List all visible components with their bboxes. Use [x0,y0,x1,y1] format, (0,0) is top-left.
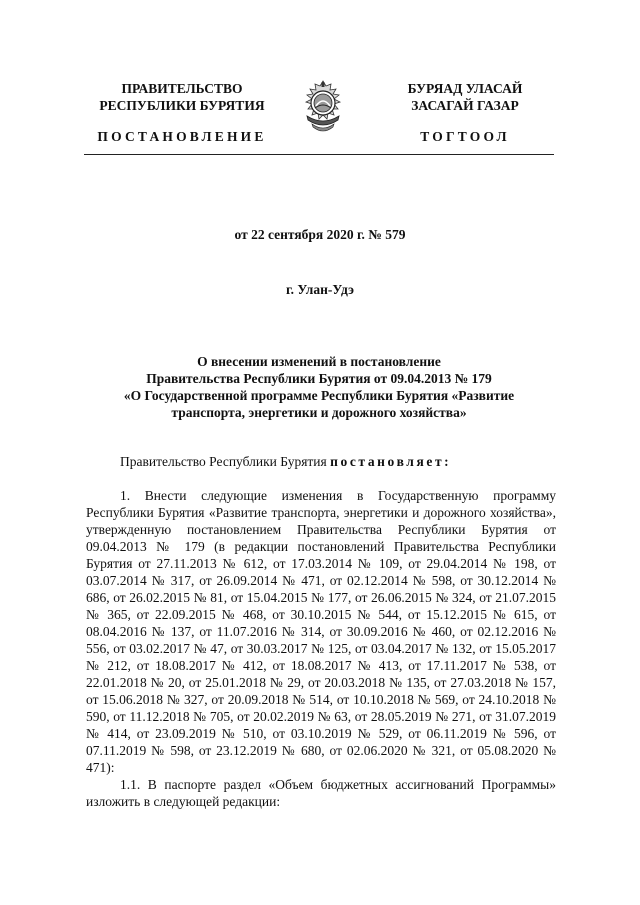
decree-city: г. Улан-Удэ [286,282,354,297]
header-left-line1: ПРАВИТЕЛЬСТВО [121,81,243,96]
header-left-line2: РЕСПУБЛИКИ БУРЯТИЯ [99,98,265,113]
decree-date-number: от 22 сентября 2020 г. № 579 [234,227,406,242]
decree-title [84,353,554,421]
title-line: Правительства Республики Бурятия от 09.04.2013 № 179 [146,371,492,386]
paragraph-1: 1. Внести следующие изменения в Государственную программу Республики Бурятия «Развитие транспорта, энергетики и дорожного хозяйства», утвержденную постановлением Правительства Республики Бурятия от 09.04.2013 № 179 (в редакции постановлений Правительства Республики Бурятия от 27.11.2013 № 612, от 17.03.2014 № 109, от 29.04.2014 № 198, от 03.07.2014 № 317, от 26.09.2014 № 471, от 02.12.2014 № 598, от 30.12.2014 № 686, от 26.02.2015 № 81, от 15.04.2015 № 177, от 26.06.2015 № 324, от 21.07.2015 № 365, от 22.09.2015 № 468, от 30.10.2015 № 544, от 15.12.2015 № 615, от 08.04.2016 № 137, от 11.07.2016 № 314, от 30.09.2016 № 460, от 02.12.2016 № 556, от 03.02.2017 № 47, от 30.03.2017 № 125, от 03.04.2017 № 132, от 15.05.2017 № 212, от 18.08.2017 № 412, от 18.08.2017 № 413, от 17.11.2017 № 538, от 22.01.2018 № 20, от 25.01.2018 № 29, от 20.03.2018 № 135, от 27.03.2018 № 157, от 15.06.2018 № 327, от 20.09.2018 № 514, от 10.10.2018 № 569, от 24.10.2018 № 590, от 11.12.2018 № 705, от 20.02.2019 № 63, от 28.05.2019 № 271, от 31.07.2019 № 414, от 23.09.2019 № 510, от 03.10.2019 № 529, от 06.11.2019 № 596, от 07.11.2019 № 598, от 23.12.2019 № 680, от 02.06.2020 № 321, от 05.08.2020 № 471): [86,488,556,775]
paragraph-1-1: 1.1. В паспорте раздел «Объем бюджетных ассигнований Программы» изложить в следующей редакции: [86,777,556,809]
header-right-doc-type: ТОГТООЛ [420,129,510,144]
header-right-block [380,80,550,145]
preamble [86,453,556,470]
header-left-block [84,80,280,145]
decree-body [86,487,556,810]
header-right-line1: БУРЯАД УЛАСАЙ [407,81,523,96]
header-divider [84,154,554,155]
preamble-lead: Правительство Республики Бурятия [120,454,327,469]
coat-of-arms-icon [298,80,348,136]
title-line: «О Государственной программе Республики Бурятия «Развитие [123,388,515,403]
preamble-verb: постановляет: [330,454,452,469]
title-line: транспорта, энергетики и дорожного хозяйства» [171,405,467,420]
header-left-doc-type: ПОСТАНОВЛЕНИЕ [97,129,267,144]
header-right-line2: ЗАСАГАЙ ГАЗАР [411,98,519,113]
title-line: О внесении изменений в постановление [197,354,441,369]
